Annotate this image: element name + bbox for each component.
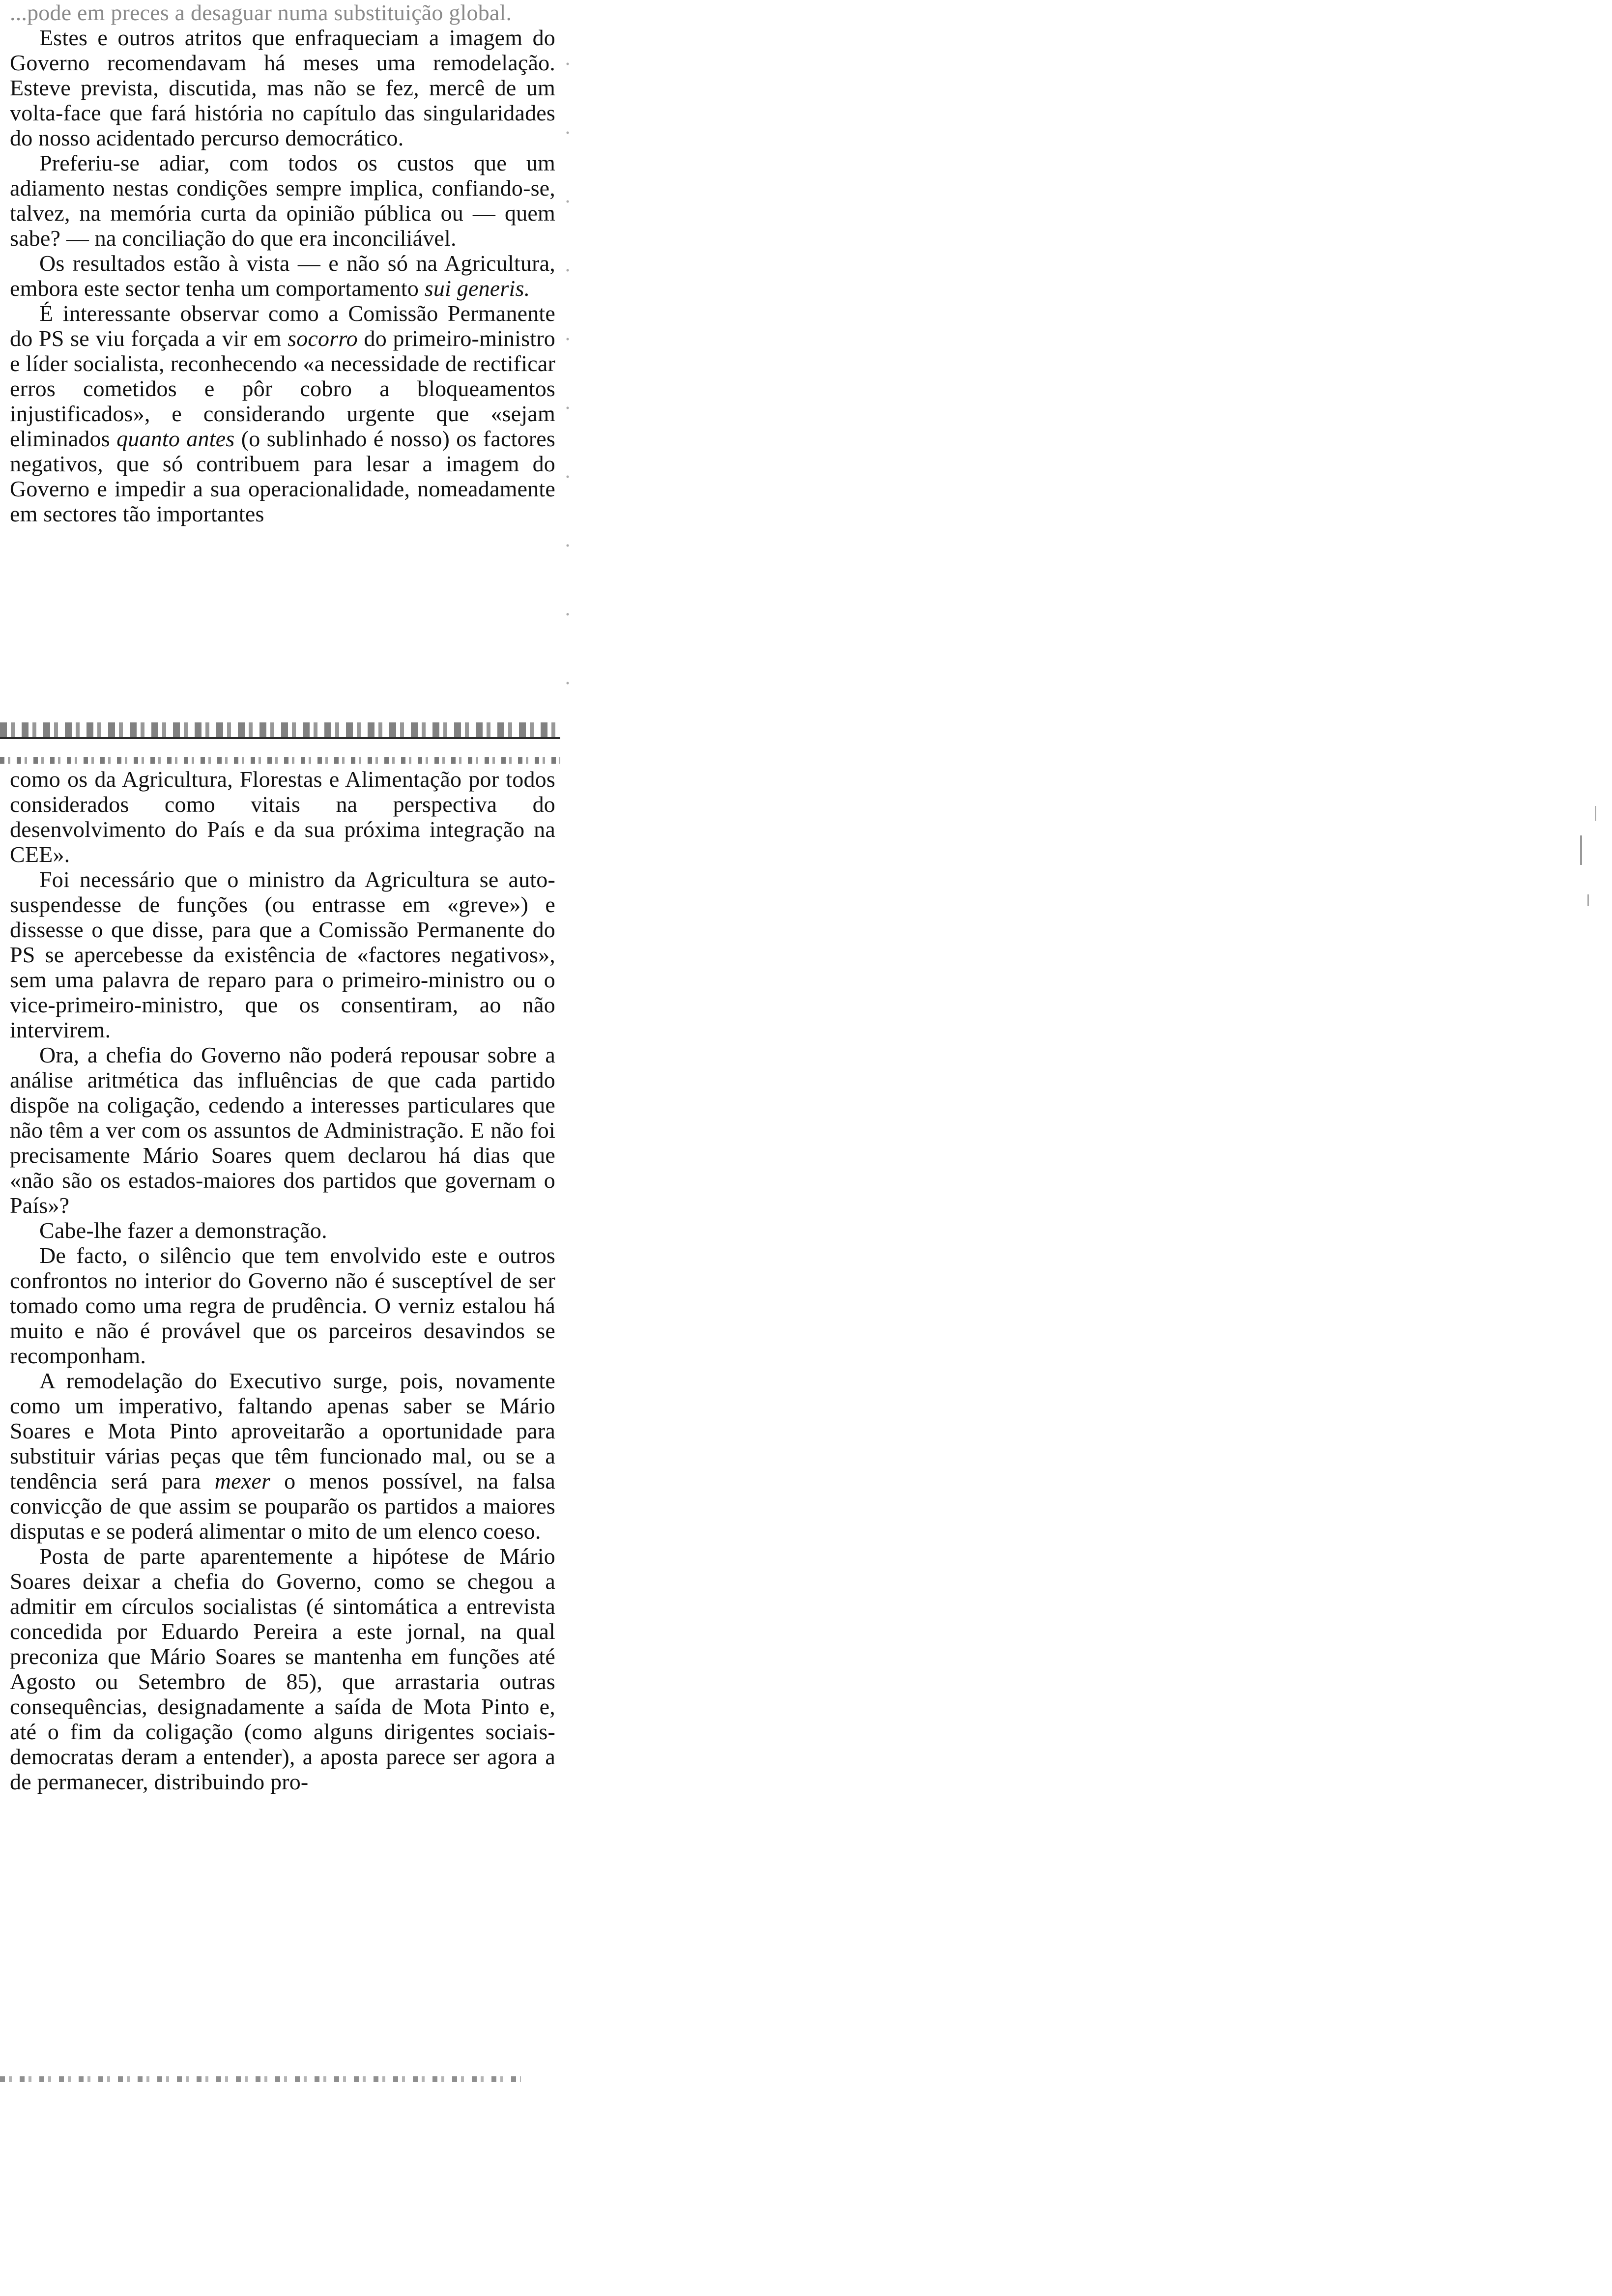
stray-mark xyxy=(1580,835,1582,865)
paragraph-7: Ora, a chefia do Governo não poderá repousar sobre a análise aritmética das influências de que cada partido dispõe na coligação, cedendo a interesses particulares que não têm a ver com os assuntos de Administração. E não foi precisamente Mário Soares quem declarou há dias que «não são os estados-maiores dos partidos que governam o País»? xyxy=(10,1042,555,1218)
paragraph-2: Preferiu-se adiar, com todos os custos que um adiamento nestas condições sempre implica, confiando-se, talvez, na memória curta da opinião pública ou — quem sabe? — na conciliação do que era inconciliável. xyxy=(10,150,555,251)
stray-mark xyxy=(1595,806,1596,821)
article-column-mid xyxy=(10,767,555,1794)
stray-mark xyxy=(1587,894,1589,906)
top-fragment: ...pode em preces a desaguar numa substituição global. xyxy=(10,0,512,25)
paragraph-11: Posta de parte aparentemente a hipótese de Mário Soares deixar a chefia do Governo, como se chegou a admitir em círculos socialistas (é sintomática a entrevista concedida por Eduardo Pereira a este jornal, na qual preconiza que Mário Soares se mantenha em funções até Agosto ou Setembro de 85), que arrastaria outras consequências, designadamente a saída de Mota Pinto e, até o fim da coligação (como alguns dirigentes sociais-democratas deram a entender), a aposta parece ser agora a de permanecer, distribuindo pro- xyxy=(10,1544,555,1794)
paragraph-6: Foi necessário que o ministro da Agricultura se auto-suspendesse de funções (ou entrasse em «greve») e dissesse o que disse, para que a Comissão Permanente do PS se apercebesse da existência de «factores negativos», sem uma palavra de reparo para o primeiro-ministro ou o vice-primeiro-ministro, que os consentiram, ao não intervirem. xyxy=(10,867,555,1042)
paragraph-3 xyxy=(10,251,555,301)
torn-edge-bottom xyxy=(0,757,560,764)
paragraph-4-cont: do primeiro-ministro e líder socialista, reconhecendo «a necessidade de rectificar erros cometidos e pôr cobro a bloqueamentos injustificados», e considerando urgente que «sejam eliminados xyxy=(10,326,556,451)
paragraph-9: De facto, o silêncio que tem envolvido este e outros confrontos no interior do Governo não é susceptível de ser tomado como uma regra de prudência. O verniz estalou há muito e não é provável que os parceiros desavindos se recomponham. xyxy=(10,1243,555,1368)
paragraph-1: Estes e outros atritos que enfraqueciam a imagem do Governo recomendavam há meses uma remodelação. Esteve prevista, discutida, mas não se fez, mercê de um volta-face que fará história no capítulo das singularidades do nosso acidentado percurso democrático. xyxy=(10,25,555,150)
paragraph-4 xyxy=(10,301,555,526)
torn-edge-top xyxy=(0,722,560,737)
paragraph-3-text: Os resultados estão à vista — e não só na Agricultura, embora este sector tenha um comportamento xyxy=(10,251,555,301)
paragraph-5: como os da Agricultura, Florestas e Alimentação por todos considerados como vitais na perspectiva do desenvolvimento do País e da sua próxima integração na CEE». xyxy=(10,767,555,867)
italic-socorro: socorro xyxy=(288,326,358,351)
paragraph-10-text: A remodelação do Executivo surge, pois, novamente como um imperativo, faltando apenas saber se Mário Soares e Mota Pinto aproveitarão a oportunidade para substituir várias peças que têm funcionado mal, ou se a tendência será para xyxy=(10,1368,555,1493)
paragraph-4-end: (o sublinhado é nosso) os factores negativos, que só contribuem para lesar a imagem do Governo e impedir a sua operacionalidade, nomeadamente em sectores tão importantes xyxy=(10,426,556,526)
italic-quanto-antes: quanto antes xyxy=(116,426,235,451)
paragraph-10-end: o menos possível, na falsa convicção de que assim se pouparão os partidos a maiores disputas e se poderá alimentar o mito de um elenco coeso. xyxy=(10,1468,555,1544)
margin-specks xyxy=(560,29,575,718)
italic-sui-generis: sui generis. xyxy=(424,276,530,301)
paragraph-4-text: É interessante observar como a Comissão Permanente do PS se viu forçada a vir em xyxy=(10,301,555,351)
paragraph-10 xyxy=(10,1368,555,1544)
torn-rule xyxy=(0,737,560,739)
torn-edge-end xyxy=(0,2076,521,2082)
italic-mexer: mexer xyxy=(214,1468,271,1493)
paragraph-8: Cabe-lhe fazer a demonstração. xyxy=(39,1218,327,1243)
article-column-top xyxy=(10,0,555,526)
